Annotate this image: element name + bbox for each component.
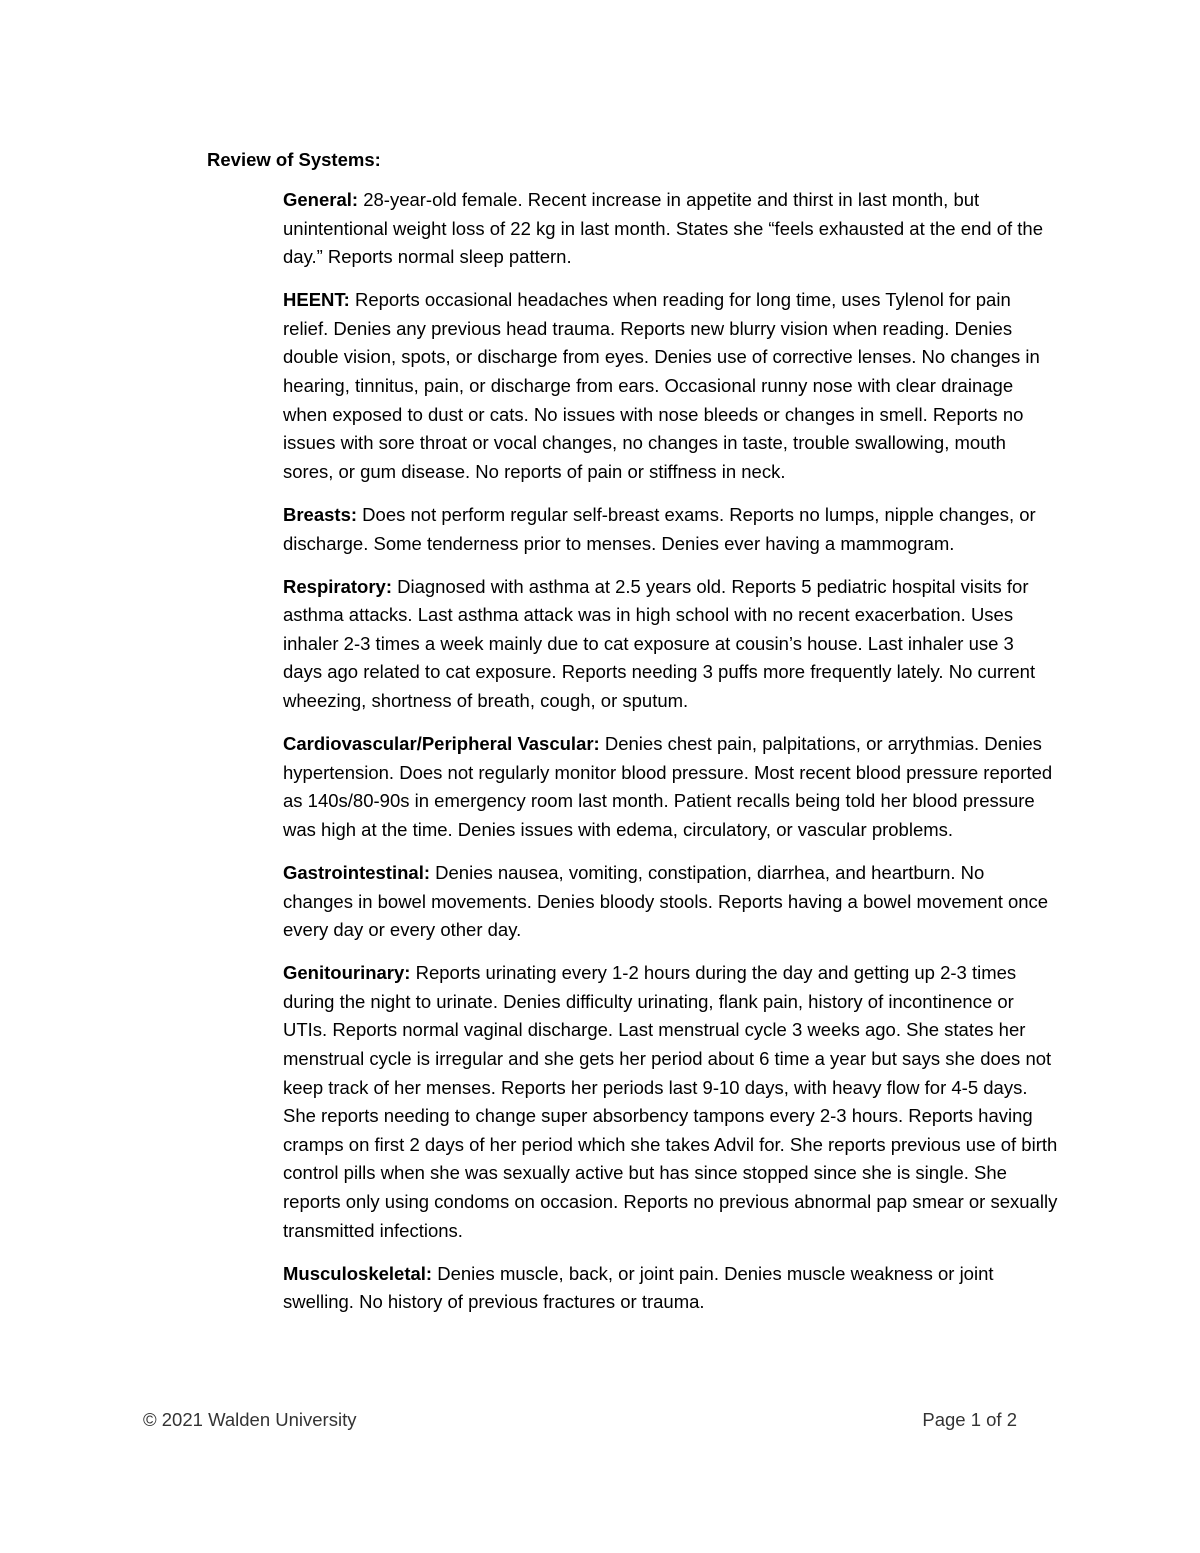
section-label: General: [283,189,359,210]
section-text: Does not perform regular self-breast exams. Reports no lumps, nipple changes, or discharge. Some tenderness prior to menses. Denies ever having a mammogram. [283,503,1036,554]
section-cardiovascular [283,730,1058,844]
sections-container [283,186,1058,1331]
section-text: Reports urinating every 1-2 hours during the day and getting up 2-3 times during the night to urinate. Denies difficulty urinating, flank pain, history of incontinence or UTIs. Reports normal vaginal discharge. Last menstrual cycle 3 weeks ago. She states her menstrual cycle is irregular and she gets her period about 6 time a year but says she does not keep track of her menses. Reports her periods last 9-10 days, with heavy flow for 4-5 days. She reports needing to change super absorbency tampons every 2-3 hours. Reports having cramps on first 2 days of her period which she takes Advil for. She reports previous use of birth control pills when she was sexually active but has since stopped since she is single. She reports only using condoms on occasion. Reports no previous abnormal pap smear or sexually transmitted infections. [283,962,1058,1241]
section-label: Genitourinary: [283,962,411,984]
section-label: Musculoskeletal: [283,1262,433,1284]
footer-page-number: Page 1 of 2 [922,1409,1017,1430]
document-title: Review of Systems: [207,149,381,170]
section-text: Diagnosed with asthma at 2.5 years old. Reports 5 pediatric hospital visits for asthma attacks. Last asthma attack was in high school with no recent exacerbation. Uses inhaler 2-3 times a week mainly due to cat exposure at cousin’s house. Last inhaler use 3 days ago related to cat exposure. Reports needing 3 puffs more frequently lately. No current wheezing, shortness of breath, cough, or sputum. [283,575,1036,711]
section-heent [283,286,1058,486]
section-text: Denies chest pain, palpitations, or arrythmias. Denies hypertension. Does not regularly monitor blood pressure. Most recent blood pressure reported as 140s/80-90s in emergency room last month. Patient recalls being told her blood pressure was high at the time. Denies issues with edema, circulatory, or vascular problems. [283,733,1053,840]
section-genitourinary [283,959,1058,1245]
section-label: Gastrointestinal: [283,861,430,883]
section-label: Respiratory: [283,575,392,597]
section-breasts [283,501,1058,558]
footer-copyright: © 2021 Walden University [143,1409,357,1430]
section-text: Denies muscle, back, or joint pain. Denies muscle weakness or joint swelling. No history of previous fractures or trauma. [283,1262,994,1313]
section-text: Reports occasional headaches when reading for long time, uses Tylenol for pain relief. Denies any previous head trauma. Reports new blurry vision when reading. Denies double vision, spots, or discharge from eyes. Denies use of corrective lenses. No changes in hearing, tinnitus, pain, or discharge from ears. Occasional runny nose with clear drainage when exposed to dust or cats. No issues with nose bleeds or changes in smell. Reports no issues with sore throat or vocal changes, no changes in taste, trouble swallowing, mouth sores, or gum disease. No reports of pain or stiffness in neck. [283,289,1040,482]
section-label: Breasts: [283,503,358,525]
section-gastrointestinal [283,859,1058,945]
section-text: Denies nausea, vomiting, constipation, diarrhea, and heartburn. No changes in bowel movements. Denies bloody stools. Reports having a bowel movement once every day or every other day. [283,861,1049,941]
section-label: Cardiovascular/Peripheral Vascular: [283,733,600,755]
section-text: 28-year-old female. Recent increase in appetite and thirst in last month, but unintentional weight loss of 22 kg in last month. States she “feels exhausted at the end of the day.” Reports normal sleep pattern. [283,189,1044,268]
section-respiratory [283,573,1058,716]
section-musculoskeletal [283,1260,1058,1317]
section-label: HEENT: [283,289,350,311]
section-general [283,186,1058,272]
